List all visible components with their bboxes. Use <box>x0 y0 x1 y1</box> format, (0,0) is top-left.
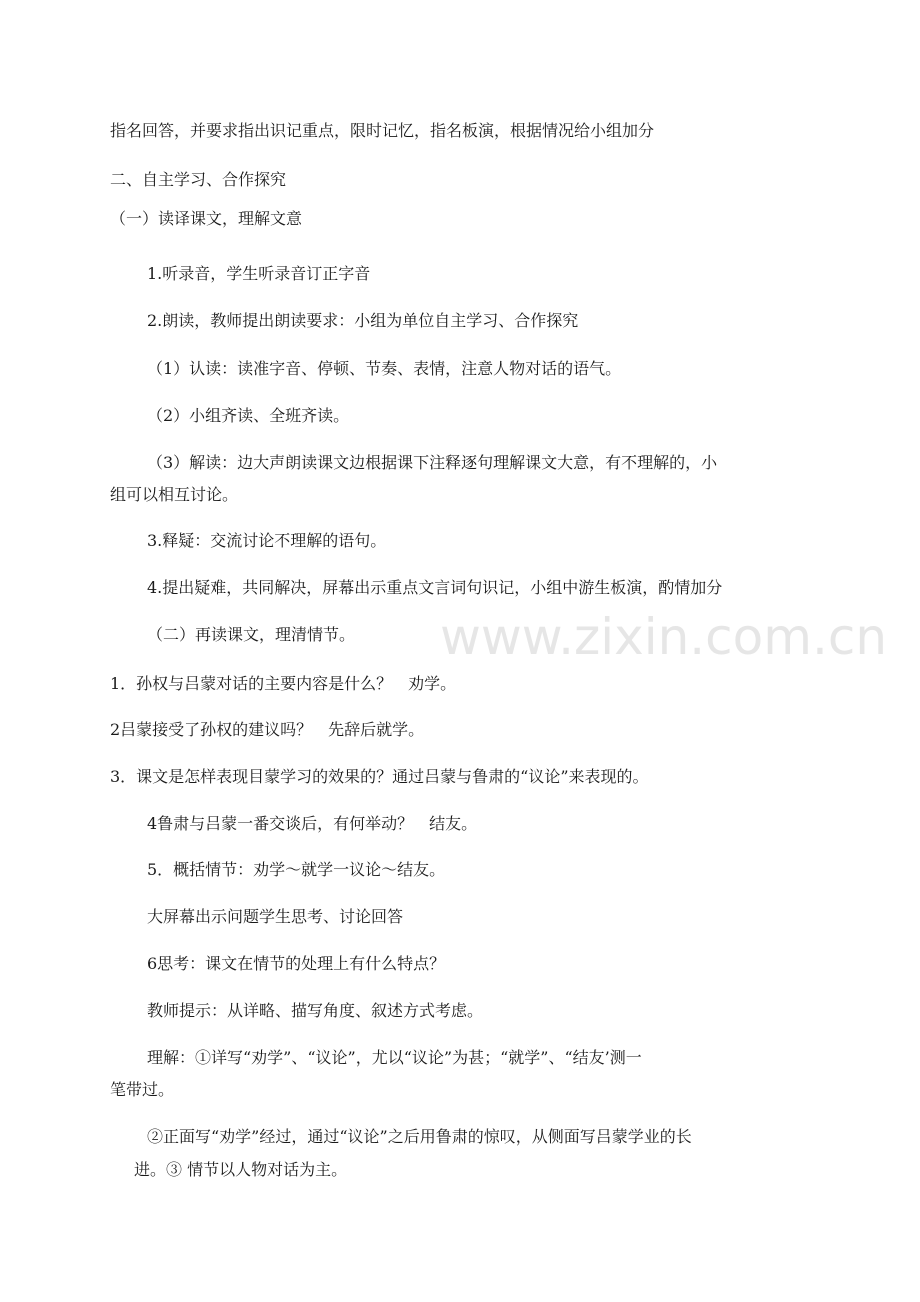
text-line: 1.听录音，学生听录音订正字音 <box>147 264 371 283</box>
question-line: 1．孙权与吕蒙对话的主要内容是什么？ 劝学。 <box>110 674 457 693</box>
text-line: 大屏幕出示问题学生思考、讨论回答 <box>147 907 404 926</box>
text-line: （2）小组齐读、全班齐读。 <box>147 406 350 425</box>
subsection-heading: （一）读译课文，理解文意 <box>110 209 303 228</box>
text-line: （1）认读：读准字音、停顿、节奏、表情，注意人物对话的语气。 <box>147 359 622 378</box>
text-line: 5．概括情节：劝学～就学一议论～结友。 <box>147 860 446 879</box>
text-line: 6思考：课文在情节的处理上有什么特点？ <box>147 954 446 973</box>
subsection-heading: （二）再读课文，理清情节。 <box>147 625 356 644</box>
text-line: 进。③ 情节以人物对话为主。 <box>134 1160 348 1179</box>
text-line: 组可以相互讨论。 <box>110 485 239 504</box>
text-line: 理解：①详写“劝学”、“议论”，尤以“议论”为甚；“就学”、“结友’测一 <box>147 1048 642 1067</box>
text-line: 2.朗读，教师提出朗读要求：小组为单位自主学习、合作探究 <box>147 311 579 330</box>
text-line: 笔带过。 <box>110 1080 175 1099</box>
question-line: 2吕蒙接受了孙权的建议吗？ 先辞后就学。 <box>110 720 425 739</box>
question-line: 4鲁肃与吕蒙一番交谈后，有何举动？ 结友。 <box>147 814 478 833</box>
watermark: www.zixin.com.cn <box>440 608 888 666</box>
section-heading: 二、自主学习、合作探究 <box>110 170 287 189</box>
text-line: （3）解读：边大声朗读课文边根据课下注释逐句理解课文大意，有不理解的，小 <box>147 453 718 472</box>
text-line: ②正面写“劝学”经过，通过“议论”之后用鲁肃的惊叹，从侧面写吕蒙学业的长 <box>147 1127 692 1146</box>
text-line: 指名回答，并要求指出识记重点，限时记忆，指名板演，根据情况给小组加分 <box>110 121 655 140</box>
question-line: 3．课文是怎样表现目蒙学习的效果的？通过吕蒙与鲁肃的“议论”来表现的。 <box>110 767 649 786</box>
text-line: 3.释疑：交流讨论不理解的语句。 <box>147 531 387 550</box>
text-line: 4.提出疑难，共同解决，屏幕出示重点文言词句识记，小组中游生板演，酌情加分 <box>147 578 723 597</box>
text-line: 教师提示：从详略、描写角度、叙述方式考虑。 <box>147 1001 484 1020</box>
